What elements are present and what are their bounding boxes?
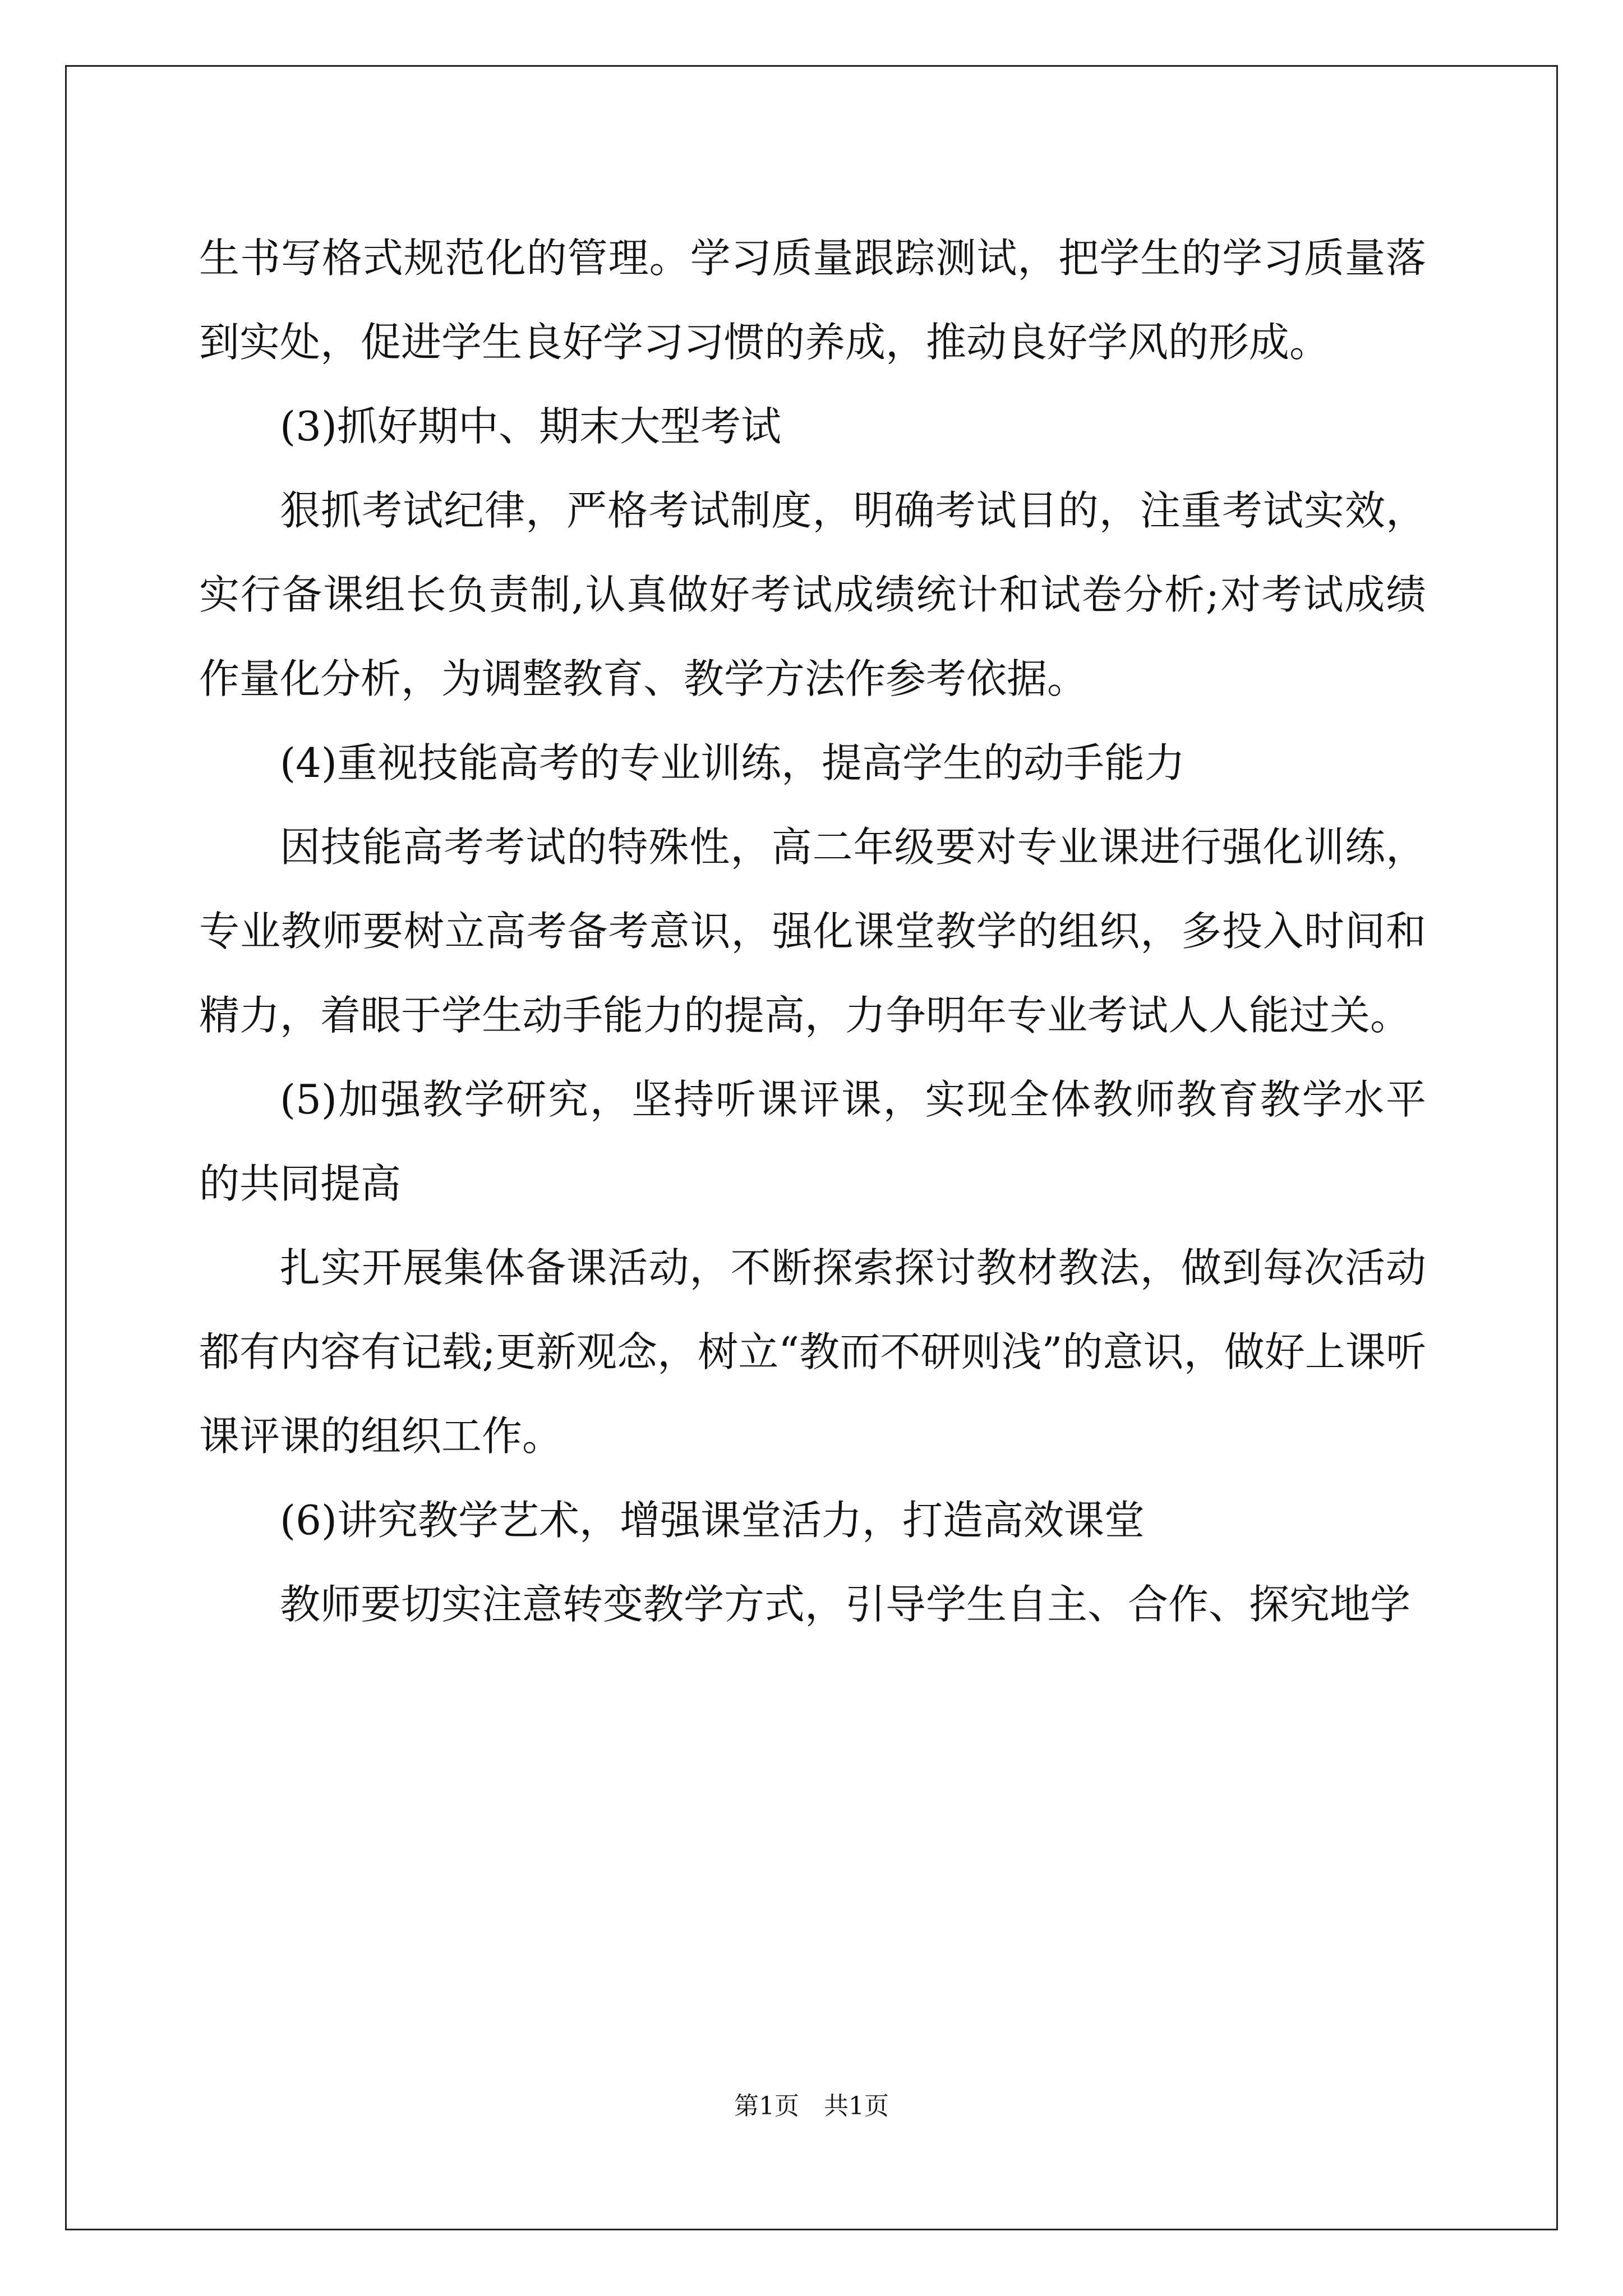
heading-6: (6)讲究教学艺术，增强课堂活力，打造高效课堂	[280, 1497, 1145, 1544]
document-body	[199, 216, 1426, 1646]
paragraph-research: 扎实开展集体备课活动，不断探索探讨教材教法，做到每次活动都有内容有记载;更新观念，树立“教而不研则浅”的意识，做好上课听课评课的组织工作。	[199, 1244, 1426, 1460]
heading-4: (4)重视技能高考的专业训练，提高学生的动手能力	[280, 739, 1185, 786]
paragraph-teaching: 教师要切实注意转变教学方式，引导学生自主、合作、探究地学	[280, 1581, 1411, 1628]
heading-5: (5)加强教学研究，坚持听课评课，实现全体教师教育教学水平的共同提高	[199, 1076, 1426, 1207]
page-number-footer: 第1页 共1页	[734, 2092, 889, 2120]
paragraph-skills: 因技能高考考试的特殊性，高二年级要对专业课进行强化训练，专业教师要树立高考备考意识，强化课堂教学的组织，多投入时间和精力，着眼于学生动手能力的提高，力争明年专业考试人人能过关。	[199, 823, 1426, 1039]
heading-3: (3)抓好期中、期末大型考试	[280, 403, 781, 450]
paragraph-1: 生书写格式规范化的管理。学习质量跟踪测试，把学生的学习质量落到实处，促进学生良好学习习惯的养成，推动良好学风的形成。	[199, 234, 1426, 366]
paragraph-exam: 狠抓考试纪律，严格考试制度，明确考试目的，注重考试实效，实行备课组长负责制,认真做好考试成绩统计和试卷分析;对考试成绩作量化分析，为调整教育、教学方法作参考依据。	[199, 487, 1426, 702]
